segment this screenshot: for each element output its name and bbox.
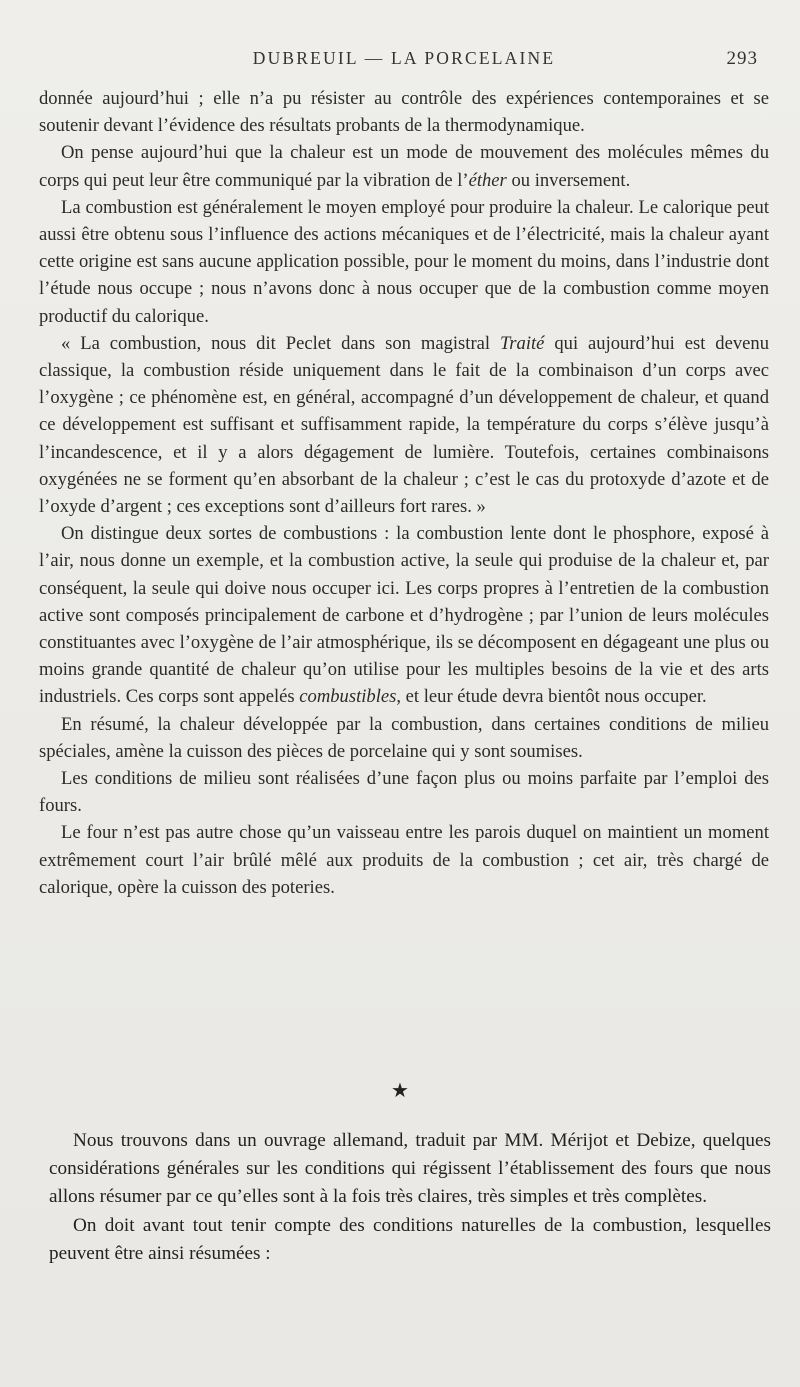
lower-paragraph-2: On doit avant tout tenir compte des conditions naturelles de la combustion, lesquelles peuvent être ainsi résumées : (49, 1214, 771, 1264)
lower-paragraph-1: Nous trouvons dans un ouvrage allemand, traduit par MM. Mérijot et Debize, quelques considérations générales sur les conditions qui régissent l’établissement des fours que nous allons résumer par ce qu’elles sont à la fois très claires, très simples et très complètes. (49, 1130, 771, 1208)
running-head: DUBREUIL — LA PORCELAINE (252, 48, 556, 68)
italic-title-traite: Traité (499, 332, 545, 354)
italic-term-ether: éther (468, 169, 507, 191)
paragraph-5: On distingue deux sortes de combustions : la combustion lente dont le phosphore, exposé à l’air, nous donne un exemple, et la combustion active, la seule qui produise de la chaleur et, par conséquent, la seule qui doive nous occuper ici. Les corps propres à l’entretien de la combustion active sont composés principalement de carbone et d’hydrogène ; par l’union de leurs molécules constituantes avec l’oxygène de l’air atmosphérique, ils se décomposent en dégageant une plus ou moins grande quantité de chaleur qu’on utilise pour les multiples besoins de la vie et des arts industriels. Ces corps sont appelés combustibles, et leur étude devra bientôt nous occuper. (39, 523, 769, 708)
lower-text (49, 1127, 771, 1268)
paragraph-3: La combustion est généralement le moyen employé pour produire la chaleur. Le calorique peut aussi être obtenu sous l’influence des actions mécaniques et de l’électricité, mais la chaleur ayant cette origine est sans aucune application possible, pour le moment du moins, dans l’industrie dont l’étude nous occupe ; nous n’avons donc à nous occuper que de la combustion comme moyen productif du calorique. (39, 196, 769, 327)
page-number: 293 (726, 48, 758, 69)
paragraph-4-quote: « La combustion, nous dit Peclet dans son magistral Traité qui aujourd’hui est devenu classique, la combustion réside uniquement dans le fait de la combinaison d’un corps avec l’oxygène ; ce phénomène est, en général, accompagné d’un développement de chaleur, et quand ce développement est suffisant et suffisamment rapide, la température du corps s’élève jusqu’à l’incandescence, et il y a alors dégagement de lumière. Toutefois, certaines combinaisons oxygénées ne se forment qu’en absorbant de la chaleur ; c’est le cas du protoxyde d’azote et de l’oxyde d’argent ; ces exceptions sont d’ailleurs fort rares. » (39, 332, 769, 518)
paragraph-8: Le four n’est pas autre chose qu’un vaisseau entre les parois duquel on maintient un moment extrêmement court l’air brûlé mêlé aux produits de la combustion ; cet air, très chargé de calorique, opère la cuisson des poteries. (39, 822, 769, 898)
paragraph-1: donnée aujourd’hui ; elle n’a pu résister au contrôle des expériences contemporaines et se soutenir devant l’évidence des résultats probants de la thermodynamique. (39, 88, 769, 137)
paragraph-7: Les conditions de milieu sont réalisées d’une façon plus ou moins parfaite par l’emploi des fours. (39, 768, 769, 817)
star-separator-icon: ★ (391, 1080, 409, 1102)
main-text (39, 85, 769, 901)
italic-term-combustibles: combustibles (299, 686, 397, 708)
page-header (40, 44, 768, 74)
paragraph-2: On pense aujourd’hui que la chaleur est un mode de mouvement des molécules mêmes du corps qui peut leur être communiqué par la vibration de l’éther ou inversement. (39, 142, 769, 191)
paragraph-6: En résumé, la chaleur développée par la combustion, dans certaines conditions de milieu spéciales, amène la cuisson des pièces de porcelaine qui y sont soumises. (39, 713, 769, 762)
